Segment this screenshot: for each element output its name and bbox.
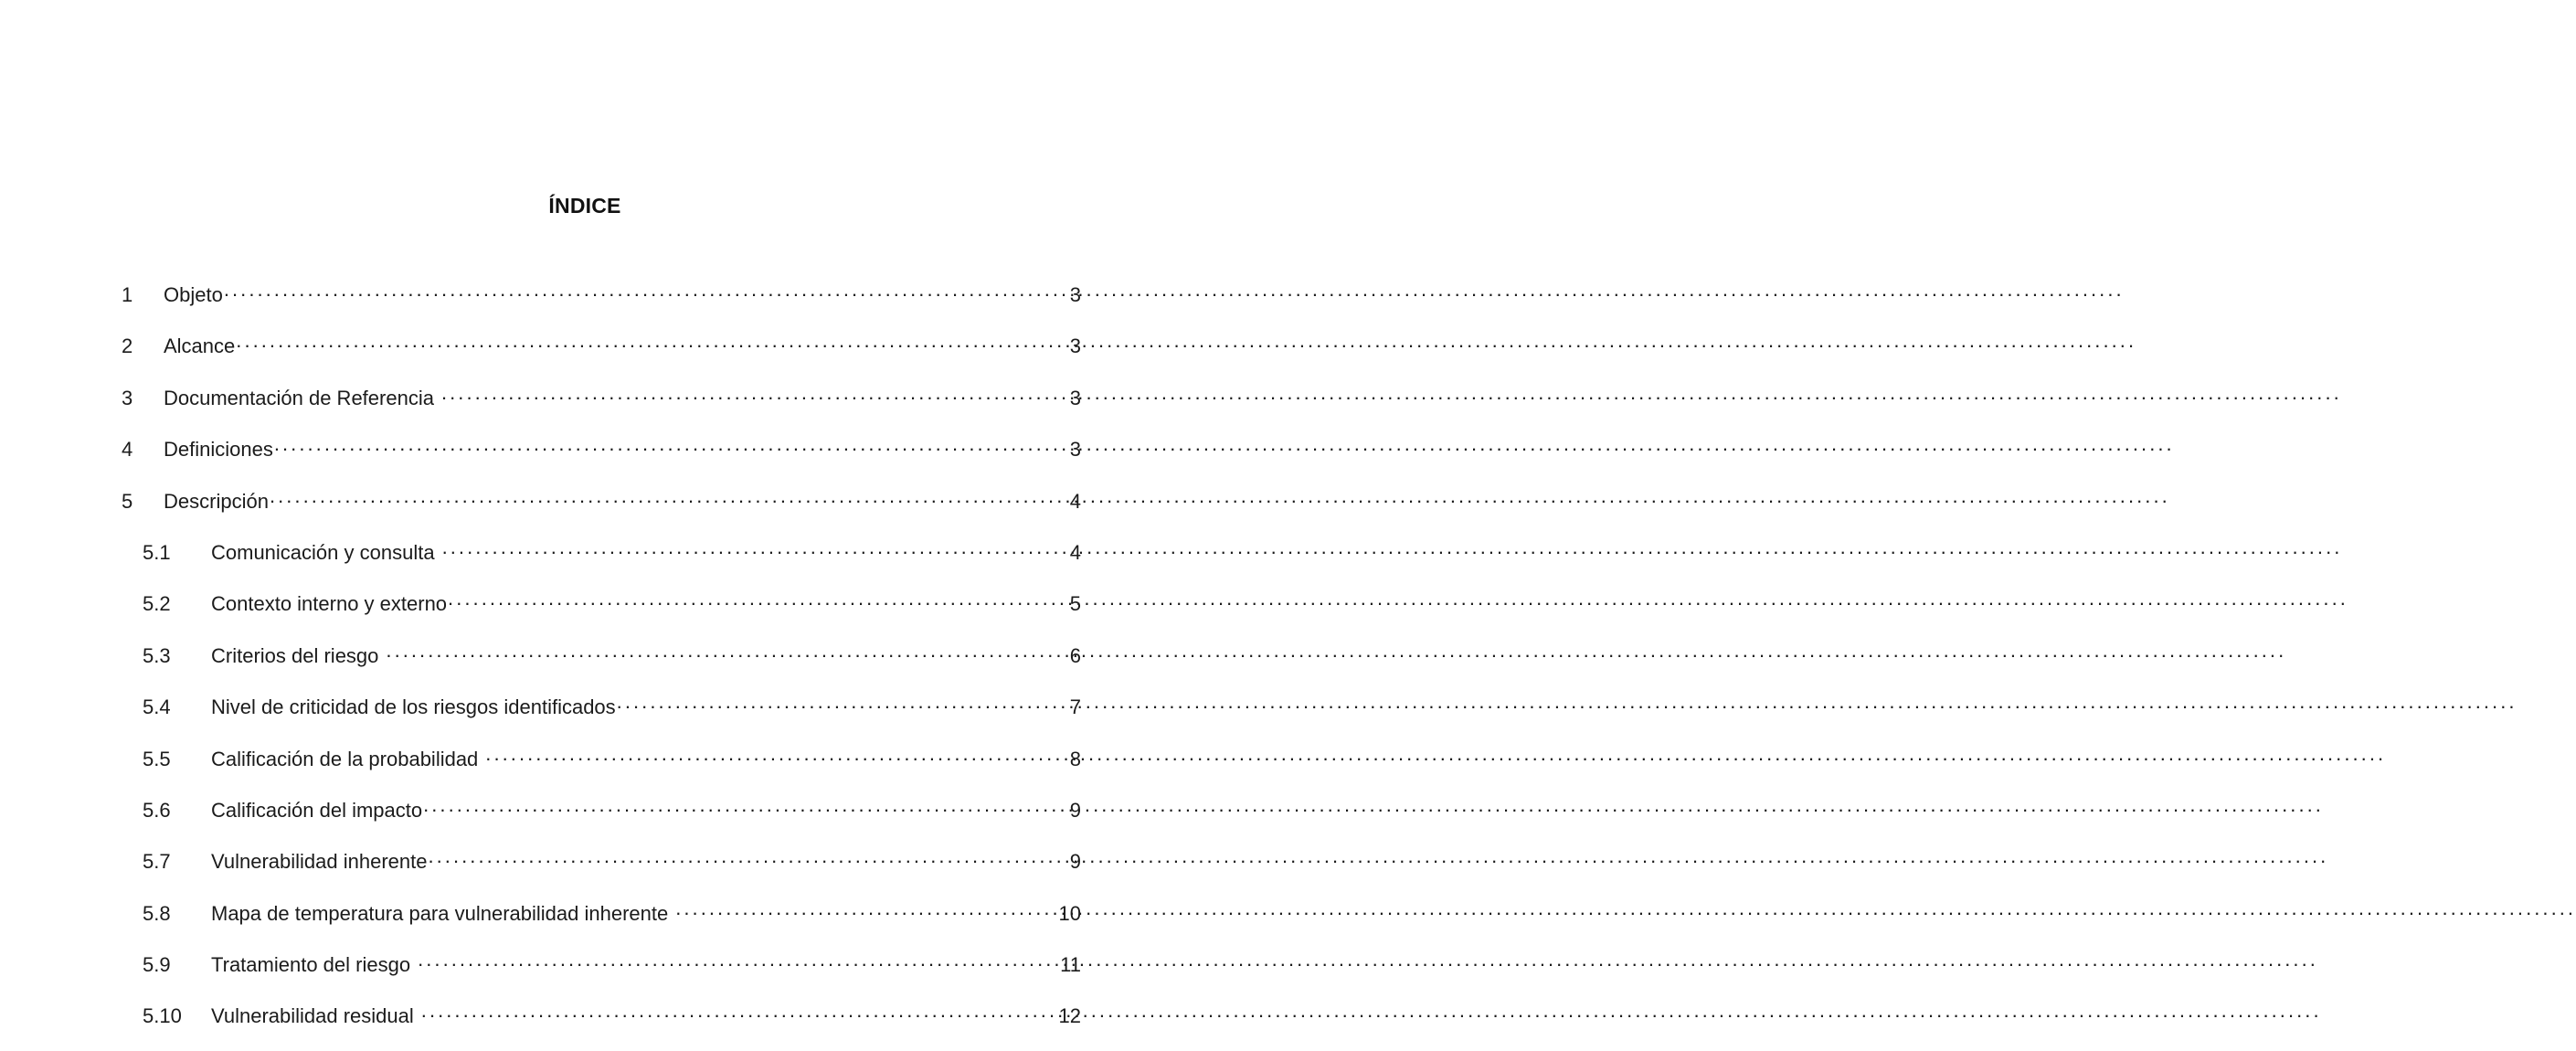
page-title: ÍNDICE xyxy=(548,194,621,218)
toc-entry-page-number: 9 xyxy=(1069,798,1081,822)
table-of-contents xyxy=(0,278,1170,1051)
toc-entry-number: 4 xyxy=(122,438,133,462)
toc-entry[interactable] xyxy=(0,639,1170,690)
toc-entry[interactable] xyxy=(0,844,1170,896)
toc-dot-leader xyxy=(485,742,1052,766)
toc-entry-label: Calificación del impacto xyxy=(211,798,423,822)
toc-entry[interactable] xyxy=(0,484,1170,536)
toc-entry-label: Descripción xyxy=(164,489,269,513)
toc-entry-page-number: 9 xyxy=(1069,850,1081,874)
toc-entry-label: Documentación de Referencia xyxy=(164,386,434,409)
toc-dot-leader xyxy=(441,381,1052,405)
toc-entry-label: Definiciones xyxy=(164,438,273,462)
toc-entry-label: Criterios del riesgo xyxy=(211,643,379,667)
toc-entry-label: Mapa de temperatura para vulnerabilidad inherente xyxy=(211,901,669,925)
toc-dot-leader xyxy=(428,844,1052,868)
toc-entry-label: Contexto interno y externo xyxy=(211,592,448,616)
toc-entry-page-number: 12 xyxy=(1058,1004,1081,1028)
toc-entry-number: 5.6 xyxy=(143,798,171,822)
toc-entry-number: 5.5 xyxy=(143,747,171,770)
toc-entry[interactable] xyxy=(0,793,1170,844)
toc-entry-number: 5.3 xyxy=(143,643,171,667)
toc-entry-number: 5.10 xyxy=(143,1004,182,1028)
toc-entry-label: Calificación de la probabilidad xyxy=(211,747,479,770)
toc-entry[interactable] xyxy=(0,897,1170,948)
toc-entry[interactable] xyxy=(0,329,1170,380)
toc-entry-page-number: 3 xyxy=(1069,334,1081,358)
toc-entry-number: 5.4 xyxy=(143,695,171,719)
toc-entry-page-number: 3 xyxy=(1069,386,1081,409)
toc-entry-page-number: 4 xyxy=(1069,489,1081,513)
toc-dot-leader xyxy=(274,432,1052,456)
toc-dot-leader xyxy=(617,690,1052,714)
toc-entry-label: Vulnerabilidad inherente xyxy=(211,850,428,874)
toc-dot-leader xyxy=(224,278,1052,302)
toc-entry-page-number: 10 xyxy=(1058,901,1081,925)
toc-dot-leader xyxy=(448,587,1052,610)
toc-entry-page-number: 4 xyxy=(1069,540,1081,564)
toc-entry[interactable] xyxy=(0,587,1170,638)
toc-entry-page-number: 3 xyxy=(1069,283,1081,306)
toc-dot-leader xyxy=(236,329,1052,353)
toc-dot-leader xyxy=(675,897,1052,920)
toc-entry-number: 2 xyxy=(122,334,133,358)
toc-entry-number: 5.1 xyxy=(143,540,171,564)
toc-dot-leader xyxy=(418,948,1052,971)
toc-dot-leader xyxy=(423,793,1052,817)
toc-entry-number: 5.9 xyxy=(143,953,171,977)
toc-entry-number: 1 xyxy=(122,283,133,306)
toc-entry[interactable] xyxy=(0,278,1170,329)
toc-entry-page-number: 5 xyxy=(1069,592,1081,616)
toc-entry-number: 5 xyxy=(122,489,133,513)
toc-entry-page-number: 11 xyxy=(1060,953,1081,977)
toc-entry-page-number: 7 xyxy=(1069,695,1081,719)
toc-entry[interactable] xyxy=(0,432,1170,483)
toc-entry[interactable] xyxy=(0,742,1170,793)
toc-entry[interactable] xyxy=(0,381,1170,432)
toc-entry-label: Objeto xyxy=(164,283,223,306)
toc-dot-leader xyxy=(270,484,1052,508)
toc-entry-page-number: 8 xyxy=(1069,747,1081,770)
toc-entry-page-number: 6 xyxy=(1069,643,1081,667)
toc-dot-leader xyxy=(421,999,1052,1023)
toc-entry-label: Alcance xyxy=(164,334,236,358)
toc-entry-number: 5.2 xyxy=(143,592,171,616)
toc-entry[interactable] xyxy=(0,536,1170,587)
toc-entry[interactable] xyxy=(0,948,1170,999)
toc-entry-label: Tratamiento del riesgo xyxy=(211,953,411,977)
document-page xyxy=(0,0,1170,1028)
toc-entry-number: 5.7 xyxy=(143,850,171,874)
toc-entry-page-number: 3 xyxy=(1069,438,1081,462)
toc-entry-label: Nivel de criticidad de los riesgos identificados xyxy=(211,695,616,719)
toc-dot-leader xyxy=(442,536,1052,559)
toc-entry-number: 5.8 xyxy=(143,901,171,925)
toc-entry-label: Vulnerabilidad residual xyxy=(211,1004,414,1028)
toc-entry-number: 3 xyxy=(122,386,133,409)
toc-entry[interactable] xyxy=(0,999,1170,1050)
toc-entry-label: Comunicación y consulta xyxy=(211,540,435,564)
toc-dot-leader xyxy=(386,639,1052,663)
toc-entry[interactable] xyxy=(0,690,1170,741)
